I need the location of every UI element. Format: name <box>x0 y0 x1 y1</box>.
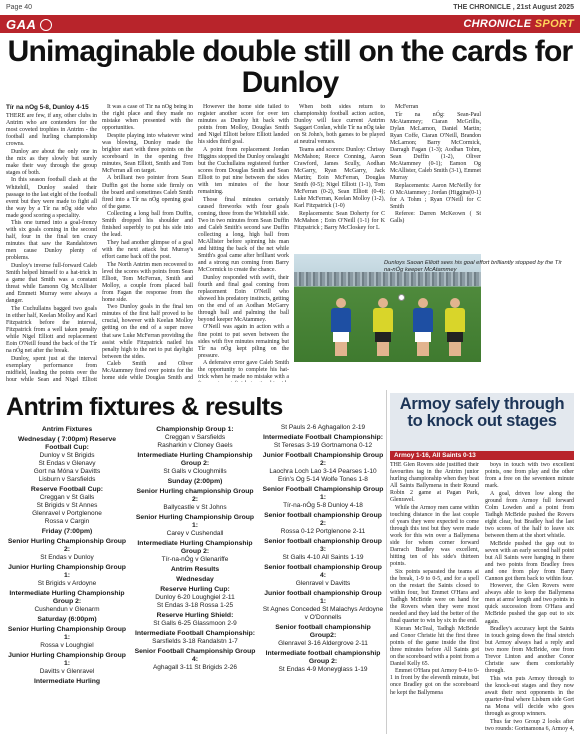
photo-crowd <box>294 272 481 286</box>
paragraph: Thus far two Group 2 looks after two rounds: Gortnamona 6, Armoy 4, <box>485 718 574 732</box>
fixture-heading: Intermediate football championship Group 2: <box>265 650 381 665</box>
fixture-line: Dunloy 6-20 Loughgiel 2-11 <box>155 594 235 601</box>
fixtures-list <box>6 424 384 732</box>
section-gaa-label: GAA <box>6 17 52 32</box>
fixture-line: Rossa v Cargin <box>44 518 90 525</box>
fixture-line: St Brigids v Ardoyne <box>37 580 97 587</box>
fixture-line: Gort na Móna v Davitts <box>33 468 101 475</box>
paragraph: However, the Glen Rovers were always able to keep the Ballymena men at arms' length and two points in quick succession from O'Hara and McBride pushed the gap out to six again. <box>485 583 574 625</box>
side-story-column-2 <box>485 462 574 732</box>
fixture-heading: Sunday (2:00pm) <box>167 478 223 485</box>
side-story-column-1 <box>390 462 479 732</box>
side-story-header <box>390 393 574 451</box>
story-column-1-text <box>6 113 97 382</box>
story-column-1 <box>6 104 97 382</box>
fixture-line: Creggan v St Galls <box>39 494 95 501</box>
fixture-line: St Agnes Conceded St Malachys Ardoyne v O'Donnells <box>262 606 384 621</box>
fixture-line: Rossa v Loughgiel <box>40 642 94 649</box>
fixture-heading: Senior football championship Group 4: <box>264 564 382 579</box>
side-story-body <box>390 462 574 732</box>
fixture-line: Glenravel v Davitts <box>295 580 351 587</box>
fixture-line: Ballycastle v St Johns <box>163 504 227 511</box>
fixture-heading: Wednesday <box>176 576 214 583</box>
main-headline: Unimaginable double still on the cards for Dunloy <box>7 35 573 99</box>
fixture-line: Glenravel 3-16 Aldergrove 2-11 <box>278 640 368 647</box>
fixture-line: Rossa 0-12 Portglenone 2-11 <box>280 528 366 535</box>
paragraph: The North Antrim men recovered to level the scores with points from Sean Elliott, Tom McFerran, Smith and Molloy, a couple from placed ball from Fagan the response from the home side. <box>102 261 193 303</box>
story-score-line: Tír na nÓg 5-8, Dunloy 4-15 <box>6 104 89 111</box>
fixture-line: Glenravel v Portglenone <box>32 510 102 517</box>
paragraph: Replacements: Sean Doherty for C McMahon ; Eoin O'Neill (1-1) for K Fitzpatrick ; Barry McCloskey for L <box>294 210 385 231</box>
paragraph: Caleb Smith and Oliver McAtammey fired over points for the home side while Douglas Smith and <box>102 361 193 382</box>
fixture-heading: Antrim Fixtures <box>41 426 93 433</box>
fixtures-column-1 <box>6 424 128 732</box>
fixture-line: St Brigids v St Annes <box>36 502 98 509</box>
paragraph: Dunloy are about the only one in the mix as they slowly but surely make their way through the group stages of both. <box>6 148 97 176</box>
paragraph: Kieran McTeal, Tadhgh McBride and Conor Christie hit the first three points of the game inside the first three minutes before All Saints got on the scoreboard with a point from a Daniel Kelly 65. <box>390 625 479 667</box>
photo-player <box>444 298 466 358</box>
fixture-line: Laochra Loch Lao 3-14 Pearses 1-10 <box>269 468 377 475</box>
paragraph: Referee: Darren McKeown ( St Galls) <box>390 211 481 225</box>
paragraph: Six points separated the teams at the break, 1-9 to 0-5, and for a spell on the restart the Saints closed to within four, but Emmet O'Hara and Tadhgh McBride were on hand for the Rovers when they were most needed and they laid the better of the final quarter to win by six in the end. <box>390 568 479 625</box>
fixture-line: Rasharkin v Cloney Gaels <box>157 442 233 449</box>
fixture-line: Sarsfields 3-18 Randalstn 1-7 <box>152 638 238 645</box>
paragraph: O'Neill was again in action with a fine point to put seven between the sides with five minutes remaining but Tír na nÓg kept piling on the pressure. <box>198 324 289 359</box>
fixture-line: St Galls 4-10 All Saints 1-19 <box>282 554 364 561</box>
story-column-4 <box>294 104 385 250</box>
gaa-emblem-icon <box>40 19 52 31</box>
chronicle-sport-logo: CHRONICLE SPORT <box>463 18 574 30</box>
fixture-line: Davitts v Glenravel <box>39 668 95 675</box>
fixture-heading: Junior Hurling Championship Group 1: <box>8 652 126 667</box>
paragraph: Bradley's accuracy kept the Saints in touch going down the final stretch but Armoy always had a reply and two more from McBride, one from Trevor Linton and another Conor Christie saw them comfortably through. <box>485 626 574 675</box>
fixture-heading: Championship Group 1: <box>156 426 234 433</box>
fixture-line: St Galls v Cloughmills <box>163 468 227 475</box>
paragraph: Teams and scorers: Dunloy: Chrissy McMahon; Reece Conning, Aaron Crawford, James Scully, Aodhan McGarry, Ryan McGarry, Jack Martin; Eoin McFerran, Douglas Smith (0-5); Nigel Elliott (1-1), Tom McFerran (0-2), Sean Elliott (0-4); Luke McFerran, Keelan Molloy (1-2), Karl Fitzpatrick (1-0) <box>294 146 385 210</box>
fixture-heading: Wednesday ( 7:00pm) Reserve Football Cup: <box>17 436 117 451</box>
fixture-heading: Intermediate Football Championship: <box>134 630 256 637</box>
fixture-line: Tír-na-nÓg 5-8 Dunloy 4-18 <box>283 502 363 509</box>
photo-ball <box>398 294 405 301</box>
fixture-heading: Reserve Football Cup: <box>30 486 104 493</box>
photo-player <box>372 298 394 358</box>
fixture-line: Erin's Og 5-14 Wolfe Tones 1-8 <box>278 476 368 483</box>
paragraph: This win puts Armoy through to the knock-out stages and they now await their next opponents in the quarter-final where Lisburn side Gort na Mona will decide who goes through as group winners. <box>485 675 574 718</box>
paragraph: Replacements: Aaron McNeilly for O McAtammey ; Jordan (Higgins(0-1) for A Tohm ; Ryan O'Neill for C Smith <box>390 182 481 210</box>
story-column-5 <box>390 104 481 250</box>
fixture-heading: Senior Hurling Championship Group 1: <box>135 514 255 529</box>
paragraph: In this season football clash at the Whitehill, Dunloy sealed their passage to the last eight of the football event but they were made to fight all the way by a Tír na nÓg side who made good scoring a speciality. <box>6 177 97 219</box>
fixture-heading: Senior football championship Group 2: <box>264 512 382 527</box>
paper-dateline: THE CHRONICLE , 21st August 2025 <box>453 3 574 11</box>
paragraph: THERE are few, if any, other clubs in Antrim who are contenders for the most coveted trophies in Antrim - the football and hurling championship crowns. <box>6 113 97 148</box>
paragraph: They had another glimpse of a goal with the next attack but Murray's effort came back off the post. <box>102 239 193 260</box>
paragraph: The Cuchullains bagged two goals in either half, Keelan Molloy and Karl Fitzpatrick before the interval, Fitzpatrick from a well taken penalty while Nigel Elliott and replacement Eoin O'Neill found the back of the Tír na nÓg net after the break. <box>6 305 97 355</box>
fixture-heading: Intermediate Hurling Championship Group 2: <box>137 540 253 555</box>
fixture-heading: Antrim Results <box>170 566 220 573</box>
paragraph: While the Armoy men came within touching distance in the last couple of years they were expected to come through this test but they were made work for this win over a Ballymena side for whom corner forward Darrach Bradley was excellent, hitting ten of his side's thirteen points. <box>390 504 479 568</box>
paragraph: When both sides return to championship football action action, Dunloy will face current Antrim Saggart Conlan, while Tír na nÓg take on St John's, both games to be played at neutral venues. <box>294 104 385 146</box>
story-column-3 <box>198 104 289 382</box>
fixture-line: Lisburn v Sarsfields <box>38 476 96 483</box>
fixture-line: Cushendun v Glenarm <box>34 606 100 613</box>
fixture-line: Tír-na-nÓg v Glenariffe <box>161 556 229 563</box>
fixture-heading: Senior Hurling championship Group 2: <box>136 488 254 503</box>
fixture-line: St Endas v Dunloy <box>40 554 94 561</box>
paragraph: Collecting a long ball from Duffin, Smith dropped his shoulder and finished superbly to put his side into the lead. <box>102 211 193 239</box>
paragraph: Tír na nÓg: Sean-Paul McAtammey; Ciaran McGrillis, Dylan McLarnon, Daniel Martin; Ryan Coffe, Ciaran O'Neill, Brandon McLarnon; Barry McCormick, Darragh Fagan (1-3); Aodhan Tohm, Sean Duffin (1-2), Oliver McAtammey (0-1); Eamon Og McAllister, Caleb Smith (3-1), Emmet Murray <box>390 111 481 181</box>
paragraph: It was a case of Tír na nÓg being in the right place and they made no mistake when presented with the opportunities. <box>102 104 193 132</box>
paragraph: A brilliant two pointer from Sean Duffin got the home side firmly on the board and sometimes Caleb Smith fired into a Tír na nÓg opening goal of the game. <box>102 175 193 210</box>
fixture-line: Dunloy v St Brigids <box>39 452 95 459</box>
fixture-line: Aghagall 3-11 St Brigids 2-26 <box>152 664 238 671</box>
paragraph: boys in touch with two excellent points, one from play and the other from a free on the seventeen minute mark. <box>485 462 574 490</box>
fixture-heading: Reserve Hurling Cup: <box>160 586 230 593</box>
fixture-heading: Junior Hurling Championship Group 1: <box>8 564 126 579</box>
fixture-heading: Senior football championship Group 3: <box>264 538 382 553</box>
photo-caption: Dunloys Saoan Elliott sees his goal effort brilliantly stopped by the Tír na-nÓg keeper McAtammey <box>384 260 562 273</box>
fixture-line: St Galls 6-25 Glassmoon 2-9 <box>153 620 237 627</box>
paragraph: Despite playing into whatever wind was blowing, Dunloy made the brighter start with three points on the scoreboard in the opening five minutes, Sean Elliott, Smith and Tom McFerran all on target. <box>102 132 193 174</box>
fixture-line: St Endas 4-9 Moneyglass 1-19 <box>278 666 368 673</box>
fixture-line: St Endas 3-18 Rossa 1-25 <box>156 602 234 609</box>
fixture-heading: Junior football championship Group 1: <box>264 590 382 605</box>
section-banner <box>0 15 580 33</box>
paragraph: Dunloy, spent just at the interval exemplary performance from midfield, leading the points over the hour while Sean and Nigel Elliott <box>6 355 97 382</box>
paragraph: This one turned into a goal-frenzy with six goals coming in the second half, four in the final ten crazy minutes that saw the Randalstown men cause Dunloy plenty of problems. <box>6 220 97 262</box>
side-story-title: Armoy safely through to knock out stages <box>399 395 565 430</box>
story-column-2 <box>102 104 193 382</box>
photo-player <box>330 298 352 358</box>
paragraph: McFerran <box>395 104 419 110</box>
fixture-heading: Senior Football Championship Group 4: <box>134 648 256 663</box>
main-story <box>6 104 574 382</box>
fixture-heading: Junior Football Championship Group 2: <box>262 452 384 467</box>
fixtures-column-3 <box>262 424 384 732</box>
fixture-line: St Teresas 3-19 Gortnamona 0-12 <box>273 442 373 449</box>
fixture-heading: Senior Hurling Championship Group 2: <box>7 538 127 553</box>
paragraph: THE Glen Rovers side justified their favourites tag in the Antrim junior hurling championship when they beat All Saints Ballymena in their Round Robin 2 game at Pagan Park, Glenravel. <box>390 462 479 504</box>
paragraph: A point from replacement Jordan Higgins stopped the Dunloy onslaught but the Cuchullains registered further scores from Douglas Smith and Sean Elliott to put nine between the sides with ten minutes of the hour remaining. <box>198 146 289 196</box>
paragraph: However the home side failed to register another score for over ten minutes as Dunloy hit back with points from Molloy, Douglas Smith and Nigel Elliott before Elliott landed his sides third goal. <box>198 104 289 146</box>
photo-player <box>412 298 434 358</box>
fixture-line: Carey v Cushendall <box>166 530 224 537</box>
fixture-heading: Intermediate Hurling Championship Group 2: <box>9 590 125 605</box>
fixture-line: St Pauls 2-6 Aghagallon 2-19 <box>280 424 366 431</box>
fixture-heading: Saturday (6:00pm) <box>37 616 97 623</box>
paragraph: A defensive error gave Caleb Smith the opportunity to complete his hat-trick when he made no mistake with a <box>198 360 289 381</box>
paragraph: Two Dunloy goals in the final ten minutes of the first half proved to be crucial, however with Keelan Molloy getting on the end of a super move that saw Luke McFerran providing the assist while Fitzpatrick nailed his penalty high to the net to put daylight between the sides. <box>102 304 193 360</box>
fixture-heading: Reserve Hurling Shield: <box>156 612 234 619</box>
page-number: Page 40 <box>6 3 33 11</box>
fixtures-title: Antrim fixtures & results <box>6 393 283 421</box>
fixture-heading: Friday (7:00pm) <box>41 528 93 535</box>
paragraph: Emmet O'Hara put Armoy 0-4 to 0-1 in front by the eleventh minute, but once Bradley got on the scoreboard he kept the Ballymena <box>390 668 479 696</box>
fixture-heading: Senior football championship Group2: <box>275 624 371 639</box>
fixture-heading: Intermediate Football Championship: <box>262 434 384 441</box>
paragraph: Those final minutes certainly caused fireworks with four goals coming, three from the Whitehill side. Two in two minutes from Sean Duffin and Caleb Smith's second saw Duffin collecting a long, high ball from McAllister before spinning his man and hitting the back of the net while Smith's goal came after brilliant work and a strong run coming from Barry McCormick to create the chance. <box>198 196 289 274</box>
fixture-heading: Senior Football Championship Group 1: <box>262 486 384 501</box>
side-story-score: Armoy 1-16, All Saints 0-13 <box>390 451 574 460</box>
paragraph: McBride pushed the gap out to seven with an early second half point but All Saints were hanging in there and two points from Bradley frees and one from play from Barry Cannon got them back to within four. <box>485 540 574 582</box>
paragraph: Dunloy's inverse full-forward Caleb Smith helped himself to a hat-trick in a game that Smith was a constant threat while Eamonn Og McAllister and Emmett Murray were always a danger. <box>6 263 97 305</box>
column-divider <box>386 390 387 734</box>
page-topbar <box>0 0 580 14</box>
paragraph: Dunloy responded with swift, their fourth and final goal coming from replacement Eoin O'Neill who showed his predatory instincts, getting on the end of an Aodhan McGarry through ball and palming the ball beyond keeper McAtammey. <box>198 274 289 323</box>
paragraph: A goal, driven low along the ground from Armoy full forward Colm Lowden and a point from Tadhgh McBride pushed the Rovers eight clear, but Bradley had the last two scores of the half to leave six between them at the short whistle. <box>485 490 574 539</box>
fixture-line: St Endas v Glenavy <box>38 460 96 467</box>
fixture-heading: Intermediate Hurling <box>33 678 101 685</box>
fixture-line: Creggan v Sarsfields <box>164 434 226 441</box>
fixture-heading: Senior Hurling Championship Group 1: <box>7 626 127 641</box>
fixtures-column-2 <box>134 424 256 732</box>
fixture-heading: Intermediate Hurling Championship Group 2: <box>137 452 253 467</box>
